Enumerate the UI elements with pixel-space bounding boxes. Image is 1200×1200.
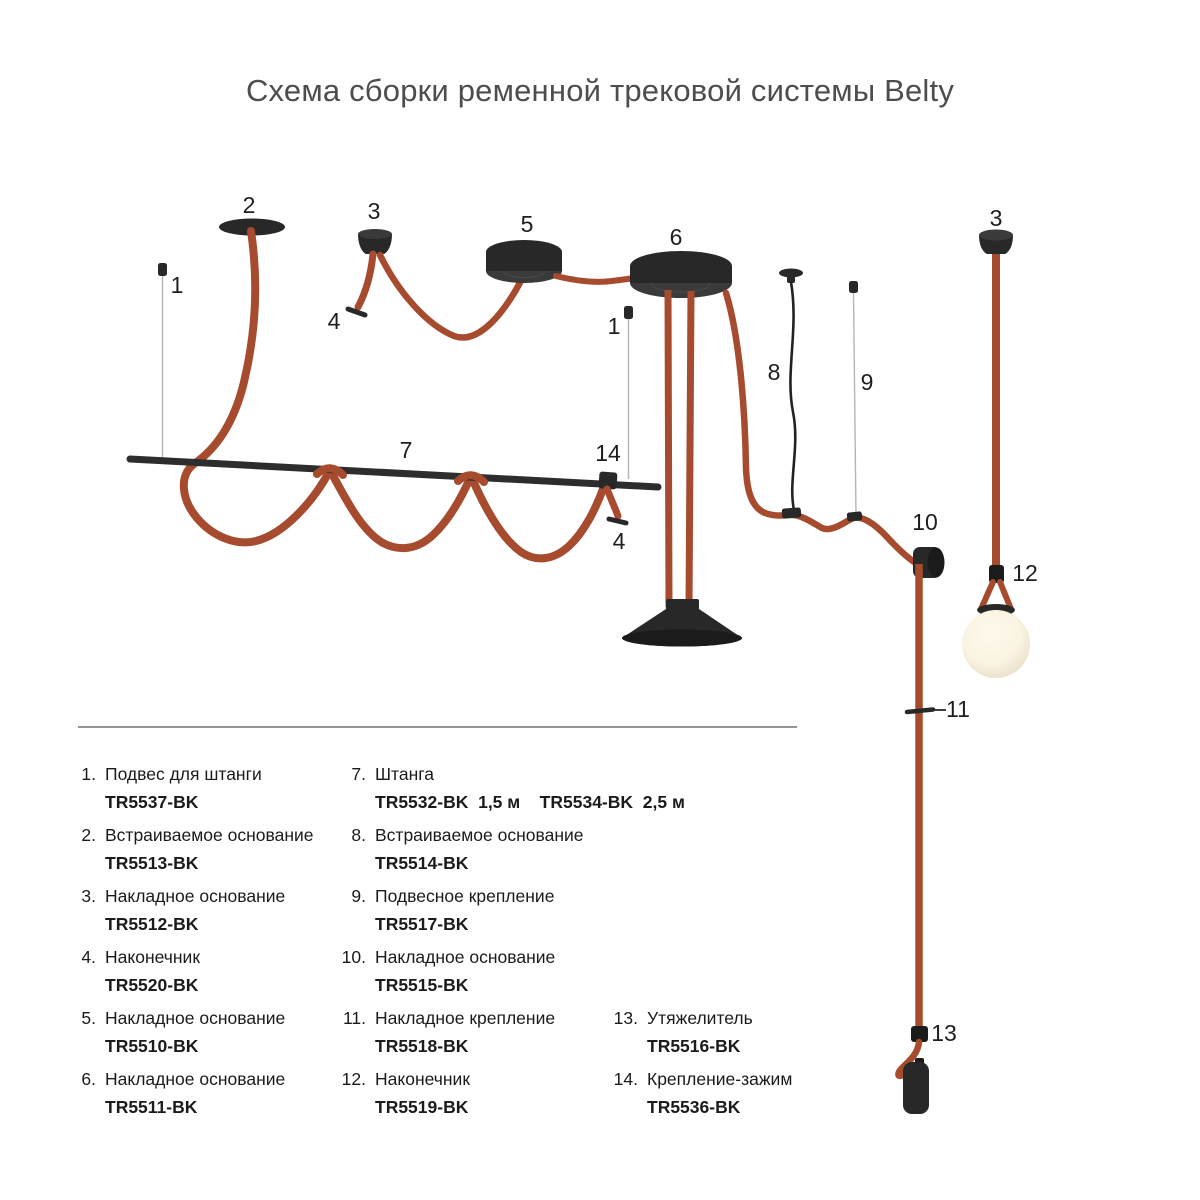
callout-3-left: 3 (367, 198, 381, 224)
legend-number: 14. (613, 1069, 638, 1089)
callout-5: 5 (520, 211, 534, 237)
callout-8: 8 (767, 359, 781, 385)
part-code: TR5536-BK (647, 1097, 741, 1117)
belt-6-left (668, 290, 669, 607)
legend-number: 12. (341, 1069, 366, 1089)
legend-item-11 (328, 1004, 555, 1060)
legend-item-1 (58, 760, 262, 816)
legend-number: 3. (81, 886, 96, 906)
surface-base-3-right (979, 230, 1013, 255)
legend-number: 2. (81, 825, 96, 845)
callout-14: 14 (595, 440, 621, 466)
rod-suspension-wire-middle (624, 306, 633, 479)
legend-number: 8. (351, 825, 366, 845)
base-stem (787, 275, 795, 283)
legend-item-2 (58, 821, 314, 877)
part-code: TR5519-BK (375, 1097, 469, 1117)
callout-1-left: 1 (170, 272, 184, 298)
part-name: Утяжелитель (647, 1008, 753, 1028)
callout-11: 11 (946, 696, 970, 722)
part-name: Встраиваемое основание (105, 825, 314, 845)
legend-item-9 (328, 882, 554, 938)
legend-number: 10. (341, 947, 366, 967)
wire-line (854, 293, 857, 515)
weight-body (903, 1062, 929, 1114)
legend-number: 9. (351, 886, 366, 906)
part-name: Накладное основание (105, 1069, 286, 1089)
part-name: Встраиваемое основание (375, 825, 584, 845)
callout-13: 13 (931, 1020, 957, 1046)
shade-bottom (622, 630, 742, 647)
belt-clamp (847, 511, 863, 522)
belt-tail-14 (607, 489, 618, 516)
wire-top-fitting (158, 263, 167, 276)
legend-item-13 (598, 1004, 753, 1060)
callout-9: 9 (860, 369, 874, 395)
legend-number: 1. (81, 764, 96, 784)
part-code: TR5514-BK (375, 853, 469, 873)
part-name: Накладное основание (105, 886, 286, 906)
legend-item-14 (598, 1065, 792, 1121)
cup-top (979, 230, 1013, 241)
legend-item-12 (328, 1065, 470, 1121)
legend-item-3 (58, 882, 285, 938)
legend-item-5 (58, 1004, 285, 1060)
belt-tip-4-left (348, 309, 365, 315)
surface-base-5 (486, 240, 562, 283)
belt-3-to-tip (358, 254, 373, 307)
legend-item-10 (328, 943, 555, 999)
surface-base-6 (630, 251, 732, 298)
part-code: TR5517-BK (375, 914, 469, 934)
legend-number: 5. (81, 1008, 96, 1028)
recessed-base-8 (779, 269, 803, 519)
belt-5-to-6 (556, 276, 634, 282)
legend-number: 7. (351, 764, 366, 784)
belt-tip-4-right (609, 519, 626, 523)
legend-item-6 (58, 1065, 285, 1121)
wire-top-fitting (849, 281, 858, 293)
part-name: Накладное крепление (375, 1008, 556, 1028)
belt-6-right (689, 291, 691, 607)
pendant-mount-9 (847, 281, 863, 522)
callout-10: 10 (912, 509, 938, 535)
legend-number: 11. (342, 1008, 366, 1028)
part-name: Накладное основание (375, 947, 556, 967)
callout-2: 2 (242, 192, 256, 218)
callout-1-middle: 1 (607, 313, 621, 339)
cup-top (358, 229, 392, 239)
callout-12: 12 (1012, 560, 1038, 586)
wire-top-fitting (624, 306, 633, 319)
callout-4-left: 4 (327, 308, 341, 334)
weight-13 (898, 1026, 929, 1114)
part-code: TR5512-BK (105, 914, 199, 934)
legend-item-7 (328, 760, 685, 816)
rod-suspension-wire-left (158, 263, 167, 459)
base-top (630, 251, 732, 281)
part-code: TR5520-BK (105, 975, 199, 995)
part-code: TR5510-BK (105, 1036, 199, 1056)
clamp-bar (907, 710, 933, 713)
legend-number: 4. (81, 947, 96, 967)
part-name: Крепление-зажим (647, 1069, 793, 1089)
legend-number: 6. (81, 1069, 96, 1089)
part-code: TR5515-BK (375, 975, 469, 995)
belt-6-to-10 (726, 293, 914, 562)
part-code: TR5513-BK (105, 853, 199, 873)
legend-number: 13. (613, 1008, 638, 1028)
base-face (928, 548, 945, 578)
part-code: TR5537-BK (105, 792, 199, 812)
legend-item-8 (328, 821, 584, 877)
part-code: TR5532-BK 1,5 м TR5534-BK 2,5 м (375, 792, 685, 812)
part-name: Наконечник (105, 947, 200, 967)
ball-diffuser (962, 610, 1030, 678)
belt-clamp (782, 507, 802, 518)
part-name: Накладное основание (105, 1008, 286, 1028)
callout-labels (171, 192, 1038, 1046)
part-code: TR5518-BK (375, 1036, 469, 1056)
legend-item-4 (58, 943, 200, 999)
shade-neck (666, 599, 699, 610)
part-name: Подвесное крепление (375, 886, 555, 906)
cone-shade (622, 599, 742, 647)
base-top (486, 240, 562, 264)
part-code: TR5511-BK (105, 1097, 198, 1117)
part-name: Штанга (375, 764, 434, 784)
page-title: Схема сборки ременной трековой системы Belty (245, 73, 955, 108)
part-name: Наконечник (375, 1069, 470, 1089)
rod-7 (130, 459, 658, 487)
surface-base-3-left (358, 229, 392, 254)
callout-4-right: 4 (612, 528, 626, 554)
suspension-cord (790, 282, 795, 510)
callout-6: 6 (669, 224, 683, 250)
part-code: TR5516-BK (647, 1036, 741, 1056)
part-name: Подвес для штанги (105, 764, 262, 784)
callout-7: 7 (399, 437, 413, 463)
callout-3-right: 3 (989, 205, 1003, 231)
clamp-11 (907, 710, 946, 713)
